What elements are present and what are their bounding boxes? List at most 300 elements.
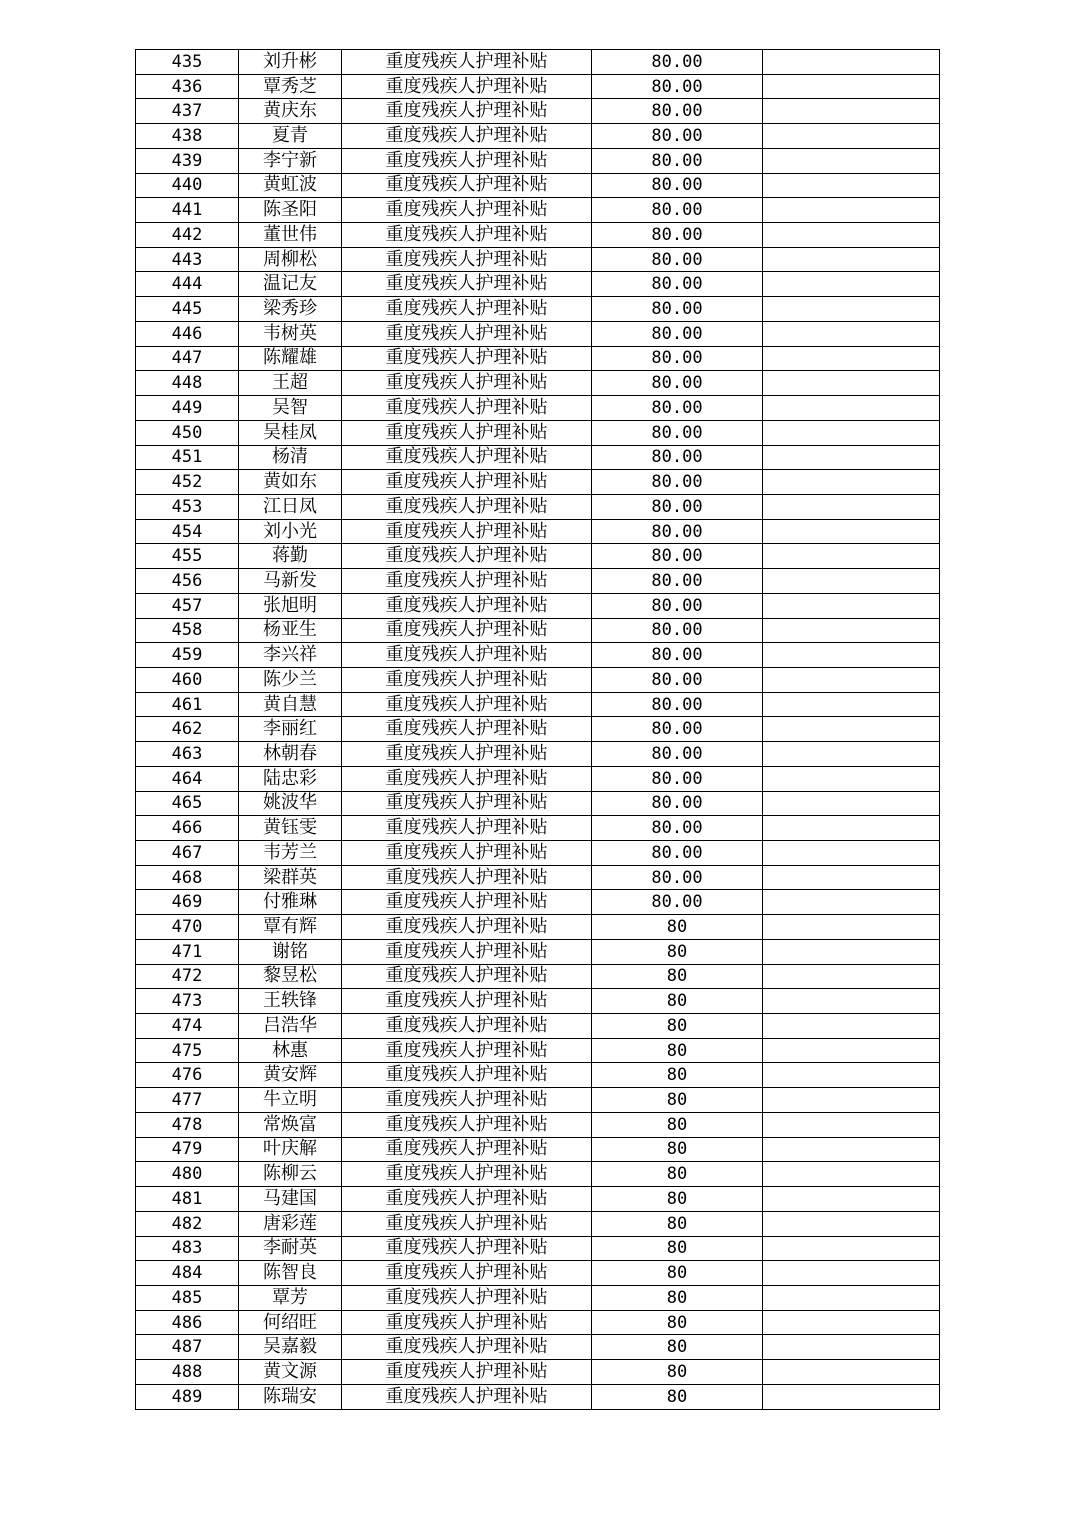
remark-cell bbox=[763, 692, 940, 717]
subsidy-item: 重度残疾人护理补贴 bbox=[342, 346, 592, 371]
row-number: 477 bbox=[136, 1088, 239, 1113]
table-row bbox=[136, 1261, 940, 1286]
subsidy-item: 重度残疾人护理补贴 bbox=[342, 1285, 592, 1310]
table-row bbox=[136, 297, 940, 322]
subsidy-amount: 80 bbox=[592, 1038, 763, 1063]
row-number: 443 bbox=[136, 247, 239, 272]
subsidy-item: 重度残疾人护理补贴 bbox=[342, 1236, 592, 1261]
table-row bbox=[136, 742, 940, 767]
subsidy-item: 重度残疾人护理补贴 bbox=[342, 1360, 592, 1385]
person-name: 韦芳兰 bbox=[239, 841, 342, 866]
subsidy-amount: 80 bbox=[592, 1063, 763, 1088]
remark-cell bbox=[763, 569, 940, 594]
subsidy-item: 重度残疾人护理补贴 bbox=[342, 1335, 592, 1360]
person-name: 何绍旺 bbox=[239, 1310, 342, 1335]
table-row bbox=[136, 1335, 940, 1360]
remark-cell bbox=[763, 445, 940, 470]
person-name: 陈瑞安 bbox=[239, 1384, 342, 1409]
person-name: 谢铭 bbox=[239, 939, 342, 964]
table-row bbox=[136, 396, 940, 421]
row-number: 453 bbox=[136, 494, 239, 519]
row-number: 454 bbox=[136, 519, 239, 544]
person-name: 江日凤 bbox=[239, 494, 342, 519]
subsidy-amount: 80.00 bbox=[592, 890, 763, 915]
subsidy-amount: 80 bbox=[592, 1211, 763, 1236]
subsidy-amount: 80.00 bbox=[592, 272, 763, 297]
subsidy-item: 重度残疾人护理补贴 bbox=[342, 1261, 592, 1286]
row-number: 464 bbox=[136, 766, 239, 791]
row-number: 471 bbox=[136, 939, 239, 964]
table-row bbox=[136, 1310, 940, 1335]
remark-cell bbox=[763, 618, 940, 643]
subsidy-amount: 80 bbox=[592, 1236, 763, 1261]
subsidy-item: 重度残疾人护理补贴 bbox=[342, 1014, 592, 1039]
subsidy-item: 重度残疾人护理补贴 bbox=[342, 618, 592, 643]
person-name: 梁群英 bbox=[239, 865, 342, 890]
table-row bbox=[136, 989, 940, 1014]
remark-cell bbox=[763, 1335, 940, 1360]
row-number: 461 bbox=[136, 692, 239, 717]
subsidy-amount: 80 bbox=[592, 1187, 763, 1212]
remark-cell bbox=[763, 74, 940, 99]
subsidy-item: 重度残疾人护理补贴 bbox=[342, 667, 592, 692]
person-name: 韦树英 bbox=[239, 321, 342, 346]
remark-cell bbox=[763, 223, 940, 248]
remark-cell bbox=[763, 247, 940, 272]
subsidy-item: 重度残疾人护理补贴 bbox=[342, 1310, 592, 1335]
remark-cell bbox=[763, 1384, 940, 1409]
subsidy-amount: 80.00 bbox=[592, 667, 763, 692]
row-number: 457 bbox=[136, 593, 239, 618]
subsidy-amount: 80.00 bbox=[592, 346, 763, 371]
subsidy-item: 重度残疾人护理补贴 bbox=[342, 247, 592, 272]
person-name: 覃有辉 bbox=[239, 915, 342, 940]
person-name: 叶庆解 bbox=[239, 1137, 342, 1162]
remark-cell bbox=[763, 1063, 940, 1088]
subsidy-amount: 80 bbox=[592, 1384, 763, 1409]
person-name: 张旭明 bbox=[239, 593, 342, 618]
table-row bbox=[136, 964, 940, 989]
row-number: 478 bbox=[136, 1112, 239, 1137]
row-number: 483 bbox=[136, 1236, 239, 1261]
row-number: 439 bbox=[136, 148, 239, 173]
remark-cell bbox=[763, 124, 940, 149]
table-row bbox=[136, 1211, 940, 1236]
person-name: 黄文源 bbox=[239, 1360, 342, 1385]
person-name: 吴嘉毅 bbox=[239, 1335, 342, 1360]
table-row bbox=[136, 766, 940, 791]
remark-cell bbox=[763, 643, 940, 668]
table-row bbox=[136, 717, 940, 742]
table-row bbox=[136, 1014, 940, 1039]
table-row bbox=[136, 1063, 940, 1088]
row-number: 448 bbox=[136, 371, 239, 396]
subsidy-amount: 80.00 bbox=[592, 173, 763, 198]
subsidy-amount: 80 bbox=[592, 939, 763, 964]
person-name: 王超 bbox=[239, 371, 342, 396]
table-row bbox=[136, 816, 940, 841]
remark-cell bbox=[763, 346, 940, 371]
table-row bbox=[136, 544, 940, 569]
row-number: 476 bbox=[136, 1063, 239, 1088]
subsidy-table-body bbox=[136, 50, 940, 1410]
row-number: 451 bbox=[136, 445, 239, 470]
remark-cell bbox=[763, 667, 940, 692]
remark-cell bbox=[763, 297, 940, 322]
table-row bbox=[136, 346, 940, 371]
subsidy-amount: 80.00 bbox=[592, 569, 763, 594]
subsidy-amount: 80.00 bbox=[592, 791, 763, 816]
person-name: 李兴祥 bbox=[239, 643, 342, 668]
subsidy-item: 重度残疾人护理补贴 bbox=[342, 148, 592, 173]
subsidy-item: 重度残疾人护理补贴 bbox=[342, 470, 592, 495]
person-name: 马新发 bbox=[239, 569, 342, 594]
subsidy-item: 重度残疾人护理补贴 bbox=[342, 396, 592, 421]
row-number: 463 bbox=[136, 742, 239, 767]
remark-cell bbox=[763, 766, 940, 791]
remark-cell bbox=[763, 1236, 940, 1261]
remark-cell bbox=[763, 841, 940, 866]
row-number: 455 bbox=[136, 544, 239, 569]
row-number: 442 bbox=[136, 223, 239, 248]
person-name: 唐彩莲 bbox=[239, 1211, 342, 1236]
table-row bbox=[136, 223, 940, 248]
person-name: 马建国 bbox=[239, 1187, 342, 1212]
subsidy-item: 重度残疾人护理补贴 bbox=[342, 569, 592, 594]
row-number: 438 bbox=[136, 124, 239, 149]
subsidy-item: 重度残疾人护理补贴 bbox=[342, 50, 592, 75]
subsidy-item: 重度残疾人护理补贴 bbox=[342, 791, 592, 816]
subsidy-amount: 80.00 bbox=[592, 618, 763, 643]
person-name: 黄自慧 bbox=[239, 692, 342, 717]
table-row bbox=[136, 1137, 940, 1162]
subsidy-amount: 80.00 bbox=[592, 865, 763, 890]
subsidy-amount: 80.00 bbox=[592, 519, 763, 544]
table-row bbox=[136, 1360, 940, 1385]
person-name: 陆忠彩 bbox=[239, 766, 342, 791]
remark-cell bbox=[763, 1162, 940, 1187]
table-row bbox=[136, 692, 940, 717]
subsidy-item: 重度残疾人护理补贴 bbox=[342, 1187, 592, 1212]
row-number: 488 bbox=[136, 1360, 239, 1385]
remark-cell bbox=[763, 1211, 940, 1236]
subsidy-amount: 80.00 bbox=[592, 692, 763, 717]
person-name: 陈耀雄 bbox=[239, 346, 342, 371]
subsidy-item: 重度残疾人护理补贴 bbox=[342, 1063, 592, 1088]
subsidy-item: 重度残疾人护理补贴 bbox=[342, 1088, 592, 1113]
person-name: 牛立明 bbox=[239, 1088, 342, 1113]
table-row bbox=[136, 272, 940, 297]
person-name: 杨亚生 bbox=[239, 618, 342, 643]
remark-cell bbox=[763, 494, 940, 519]
row-number: 475 bbox=[136, 1038, 239, 1063]
remark-cell bbox=[763, 742, 940, 767]
row-number: 481 bbox=[136, 1187, 239, 1212]
subsidy-amount: 80.00 bbox=[592, 148, 763, 173]
person-name: 温记友 bbox=[239, 272, 342, 297]
person-name: 董世伟 bbox=[239, 223, 342, 248]
table-row bbox=[136, 148, 940, 173]
table-row bbox=[136, 643, 940, 668]
subsidy-amount: 80.00 bbox=[592, 50, 763, 75]
subsidy-amount: 80.00 bbox=[592, 297, 763, 322]
row-number: 436 bbox=[136, 74, 239, 99]
subsidy-amount: 80.00 bbox=[592, 816, 763, 841]
remark-cell bbox=[763, 964, 940, 989]
table-row bbox=[136, 865, 940, 890]
table-row bbox=[136, 1285, 940, 1310]
row-number: 473 bbox=[136, 989, 239, 1014]
person-name: 黄虹波 bbox=[239, 173, 342, 198]
remark-cell bbox=[763, 989, 940, 1014]
person-name: 李丽红 bbox=[239, 717, 342, 742]
person-name: 覃秀芝 bbox=[239, 74, 342, 99]
subsidy-amount: 80 bbox=[592, 989, 763, 1014]
remark-cell bbox=[763, 371, 940, 396]
table-row bbox=[136, 791, 940, 816]
remark-cell bbox=[763, 816, 940, 841]
remark-cell bbox=[763, 1014, 940, 1039]
remark-cell bbox=[763, 470, 940, 495]
table-row bbox=[136, 667, 940, 692]
person-name: 付雅琳 bbox=[239, 890, 342, 915]
remark-cell bbox=[763, 1137, 940, 1162]
row-number: 446 bbox=[136, 321, 239, 346]
subsidy-amount: 80.00 bbox=[592, 124, 763, 149]
remark-cell bbox=[763, 1310, 940, 1335]
subsidy-amount: 80 bbox=[592, 1310, 763, 1335]
subsidy-amount: 80 bbox=[592, 915, 763, 940]
person-name: 杨清 bbox=[239, 445, 342, 470]
row-number: 465 bbox=[136, 791, 239, 816]
remark-cell bbox=[763, 1360, 940, 1385]
subsidy-amount: 80.00 bbox=[592, 445, 763, 470]
subsidy-amount: 80.00 bbox=[592, 321, 763, 346]
subsidy-item: 重度残疾人护理补贴 bbox=[342, 371, 592, 396]
row-number: 469 bbox=[136, 890, 239, 915]
row-number: 449 bbox=[136, 396, 239, 421]
subsidy-item: 重度残疾人护理补贴 bbox=[342, 643, 592, 668]
subsidy-item: 重度残疾人护理补贴 bbox=[342, 198, 592, 223]
table-row bbox=[136, 371, 940, 396]
row-number: 459 bbox=[136, 643, 239, 668]
subsidy-item: 重度残疾人护理补贴 bbox=[342, 445, 592, 470]
subsidy-amount: 80.00 bbox=[592, 766, 763, 791]
remark-cell bbox=[763, 890, 940, 915]
row-number: 445 bbox=[136, 297, 239, 322]
remark-cell bbox=[763, 593, 940, 618]
subsidy-amount: 80.00 bbox=[592, 544, 763, 569]
table-row bbox=[136, 99, 940, 124]
table-row bbox=[136, 1038, 940, 1063]
row-number: 462 bbox=[136, 717, 239, 742]
row-number: 487 bbox=[136, 1335, 239, 1360]
person-name: 蒋勤 bbox=[239, 544, 342, 569]
row-number: 480 bbox=[136, 1162, 239, 1187]
person-name: 吴智 bbox=[239, 396, 342, 421]
subsidy-item: 重度残疾人护理补贴 bbox=[342, 865, 592, 890]
row-number: 472 bbox=[136, 964, 239, 989]
subsidy-item: 重度残疾人护理补贴 bbox=[342, 1137, 592, 1162]
row-number: 456 bbox=[136, 569, 239, 594]
person-name: 黄如东 bbox=[239, 470, 342, 495]
subsidy-amount: 80 bbox=[592, 1261, 763, 1286]
row-number: 452 bbox=[136, 470, 239, 495]
row-number: 440 bbox=[136, 173, 239, 198]
table-row bbox=[136, 494, 940, 519]
remark-cell bbox=[763, 1187, 940, 1212]
subsidy-item: 重度残疾人护理补贴 bbox=[342, 939, 592, 964]
subsidy-item: 重度残疾人护理补贴 bbox=[342, 173, 592, 198]
remark-cell bbox=[763, 321, 940, 346]
subsidy-amount: 80 bbox=[592, 1088, 763, 1113]
table-row bbox=[136, 915, 940, 940]
row-number: 486 bbox=[136, 1310, 239, 1335]
table-row bbox=[136, 1187, 940, 1212]
person-name: 梁秀珍 bbox=[239, 297, 342, 322]
subsidy-item: 重度残疾人护理补贴 bbox=[342, 272, 592, 297]
table-row bbox=[136, 939, 940, 964]
subsidy-amount: 80.00 bbox=[592, 717, 763, 742]
row-number: 444 bbox=[136, 272, 239, 297]
table-row bbox=[136, 618, 940, 643]
person-name: 林朝春 bbox=[239, 742, 342, 767]
subsidy-item: 重度残疾人护理补贴 bbox=[342, 519, 592, 544]
row-number: 474 bbox=[136, 1014, 239, 1039]
subsidy-item: 重度残疾人护理补贴 bbox=[342, 593, 592, 618]
subsidy-item: 重度残疾人护理补贴 bbox=[342, 964, 592, 989]
row-number: 460 bbox=[136, 667, 239, 692]
table-row bbox=[136, 74, 940, 99]
subsidy-amount: 80 bbox=[592, 1162, 763, 1187]
person-name: 常焕富 bbox=[239, 1112, 342, 1137]
subsidy-item: 重度残疾人护理补贴 bbox=[342, 717, 592, 742]
subsidy-item: 重度残疾人护理补贴 bbox=[342, 74, 592, 99]
subsidy-item: 重度残疾人护理补贴 bbox=[342, 297, 592, 322]
subsidy-item: 重度残疾人护理补贴 bbox=[342, 915, 592, 940]
remark-cell bbox=[763, 420, 940, 445]
remark-cell bbox=[763, 939, 940, 964]
table-row bbox=[136, 569, 940, 594]
subsidy-amount: 80.00 bbox=[592, 396, 763, 421]
person-name: 黄安辉 bbox=[239, 1063, 342, 1088]
remark-cell bbox=[763, 1038, 940, 1063]
subsidy-amount: 80.00 bbox=[592, 198, 763, 223]
subsidy-item: 重度残疾人护理补贴 bbox=[342, 99, 592, 124]
person-name: 刘升彬 bbox=[239, 50, 342, 75]
subsidy-item: 重度残疾人护理补贴 bbox=[342, 890, 592, 915]
row-number: 435 bbox=[136, 50, 239, 75]
subsidy-amount: 80 bbox=[592, 1112, 763, 1137]
table-row bbox=[136, 420, 940, 445]
subsidy-amount: 80.00 bbox=[592, 470, 763, 495]
subsidy-amount: 80 bbox=[592, 1137, 763, 1162]
subsidy-amount: 80.00 bbox=[592, 494, 763, 519]
table-row bbox=[136, 1088, 940, 1113]
remark-cell bbox=[763, 99, 940, 124]
subsidy-amount: 80.00 bbox=[592, 593, 763, 618]
person-name: 陈圣阳 bbox=[239, 198, 342, 223]
table-row bbox=[136, 247, 940, 272]
person-name: 刘小光 bbox=[239, 519, 342, 544]
table-row bbox=[136, 1112, 940, 1137]
person-name: 夏青 bbox=[239, 124, 342, 149]
subsidy-amount: 80 bbox=[592, 964, 763, 989]
subsidy-item: 重度残疾人护理补贴 bbox=[342, 124, 592, 149]
table-row bbox=[136, 445, 940, 470]
subsidy-item: 重度残疾人护理补贴 bbox=[342, 321, 592, 346]
subsidy-amount: 80 bbox=[592, 1360, 763, 1385]
row-number: 479 bbox=[136, 1137, 239, 1162]
subsidy-amount: 80.00 bbox=[592, 742, 763, 767]
subsidy-item: 重度残疾人护理补贴 bbox=[342, 494, 592, 519]
remark-cell bbox=[763, 791, 940, 816]
subsidy-item: 重度残疾人护理补贴 bbox=[342, 420, 592, 445]
remark-cell bbox=[763, 1261, 940, 1286]
remark-cell bbox=[763, 1285, 940, 1310]
subsidy-item: 重度残疾人护理补贴 bbox=[342, 742, 592, 767]
remark-cell bbox=[763, 544, 940, 569]
person-name: 覃芳 bbox=[239, 1285, 342, 1310]
row-number: 447 bbox=[136, 346, 239, 371]
person-name: 吴桂凤 bbox=[239, 420, 342, 445]
remark-cell bbox=[763, 1112, 940, 1137]
person-name: 周柳松 bbox=[239, 247, 342, 272]
subsidy-amount: 80.00 bbox=[592, 371, 763, 396]
table-row bbox=[136, 1236, 940, 1261]
remark-cell bbox=[763, 396, 940, 421]
table-row bbox=[136, 173, 940, 198]
subsidy-amount: 80 bbox=[592, 1335, 763, 1360]
row-number: 485 bbox=[136, 1285, 239, 1310]
subsidy-item: 重度残疾人护理补贴 bbox=[342, 816, 592, 841]
subsidy-amount: 80 bbox=[592, 1285, 763, 1310]
table-row bbox=[136, 519, 940, 544]
subsidy-amount: 80.00 bbox=[592, 99, 763, 124]
row-number: 467 bbox=[136, 841, 239, 866]
subsidy-item: 重度残疾人护理补贴 bbox=[342, 1384, 592, 1409]
subsidy-item: 重度残疾人护理补贴 bbox=[342, 223, 592, 248]
remark-cell bbox=[763, 865, 940, 890]
subsidy-item: 重度残疾人护理补贴 bbox=[342, 1112, 592, 1137]
row-number: 441 bbox=[136, 198, 239, 223]
remark-cell bbox=[763, 1088, 940, 1113]
table-row bbox=[136, 198, 940, 223]
person-name: 黄钰雯 bbox=[239, 816, 342, 841]
remark-cell bbox=[763, 519, 940, 544]
table-row bbox=[136, 1162, 940, 1187]
row-number: 437 bbox=[136, 99, 239, 124]
person-name: 陈柳云 bbox=[239, 1162, 342, 1187]
subsidy-item: 重度残疾人护理补贴 bbox=[342, 766, 592, 791]
subsidy-item: 重度残疾人护理补贴 bbox=[342, 1038, 592, 1063]
row-number: 458 bbox=[136, 618, 239, 643]
remark-cell bbox=[763, 272, 940, 297]
subsidy-amount: 80.00 bbox=[592, 74, 763, 99]
subsidy-amount: 80 bbox=[592, 1014, 763, 1039]
person-name: 姚波华 bbox=[239, 791, 342, 816]
person-name: 黄庆东 bbox=[239, 99, 342, 124]
table-row bbox=[136, 50, 940, 75]
subsidy-item: 重度残疾人护理补贴 bbox=[342, 989, 592, 1014]
person-name: 黎昱松 bbox=[239, 964, 342, 989]
subsidy-amount: 80.00 bbox=[592, 420, 763, 445]
remark-cell bbox=[763, 148, 940, 173]
table-row bbox=[136, 321, 940, 346]
remark-cell bbox=[763, 915, 940, 940]
remark-cell bbox=[763, 173, 940, 198]
table-row bbox=[136, 593, 940, 618]
